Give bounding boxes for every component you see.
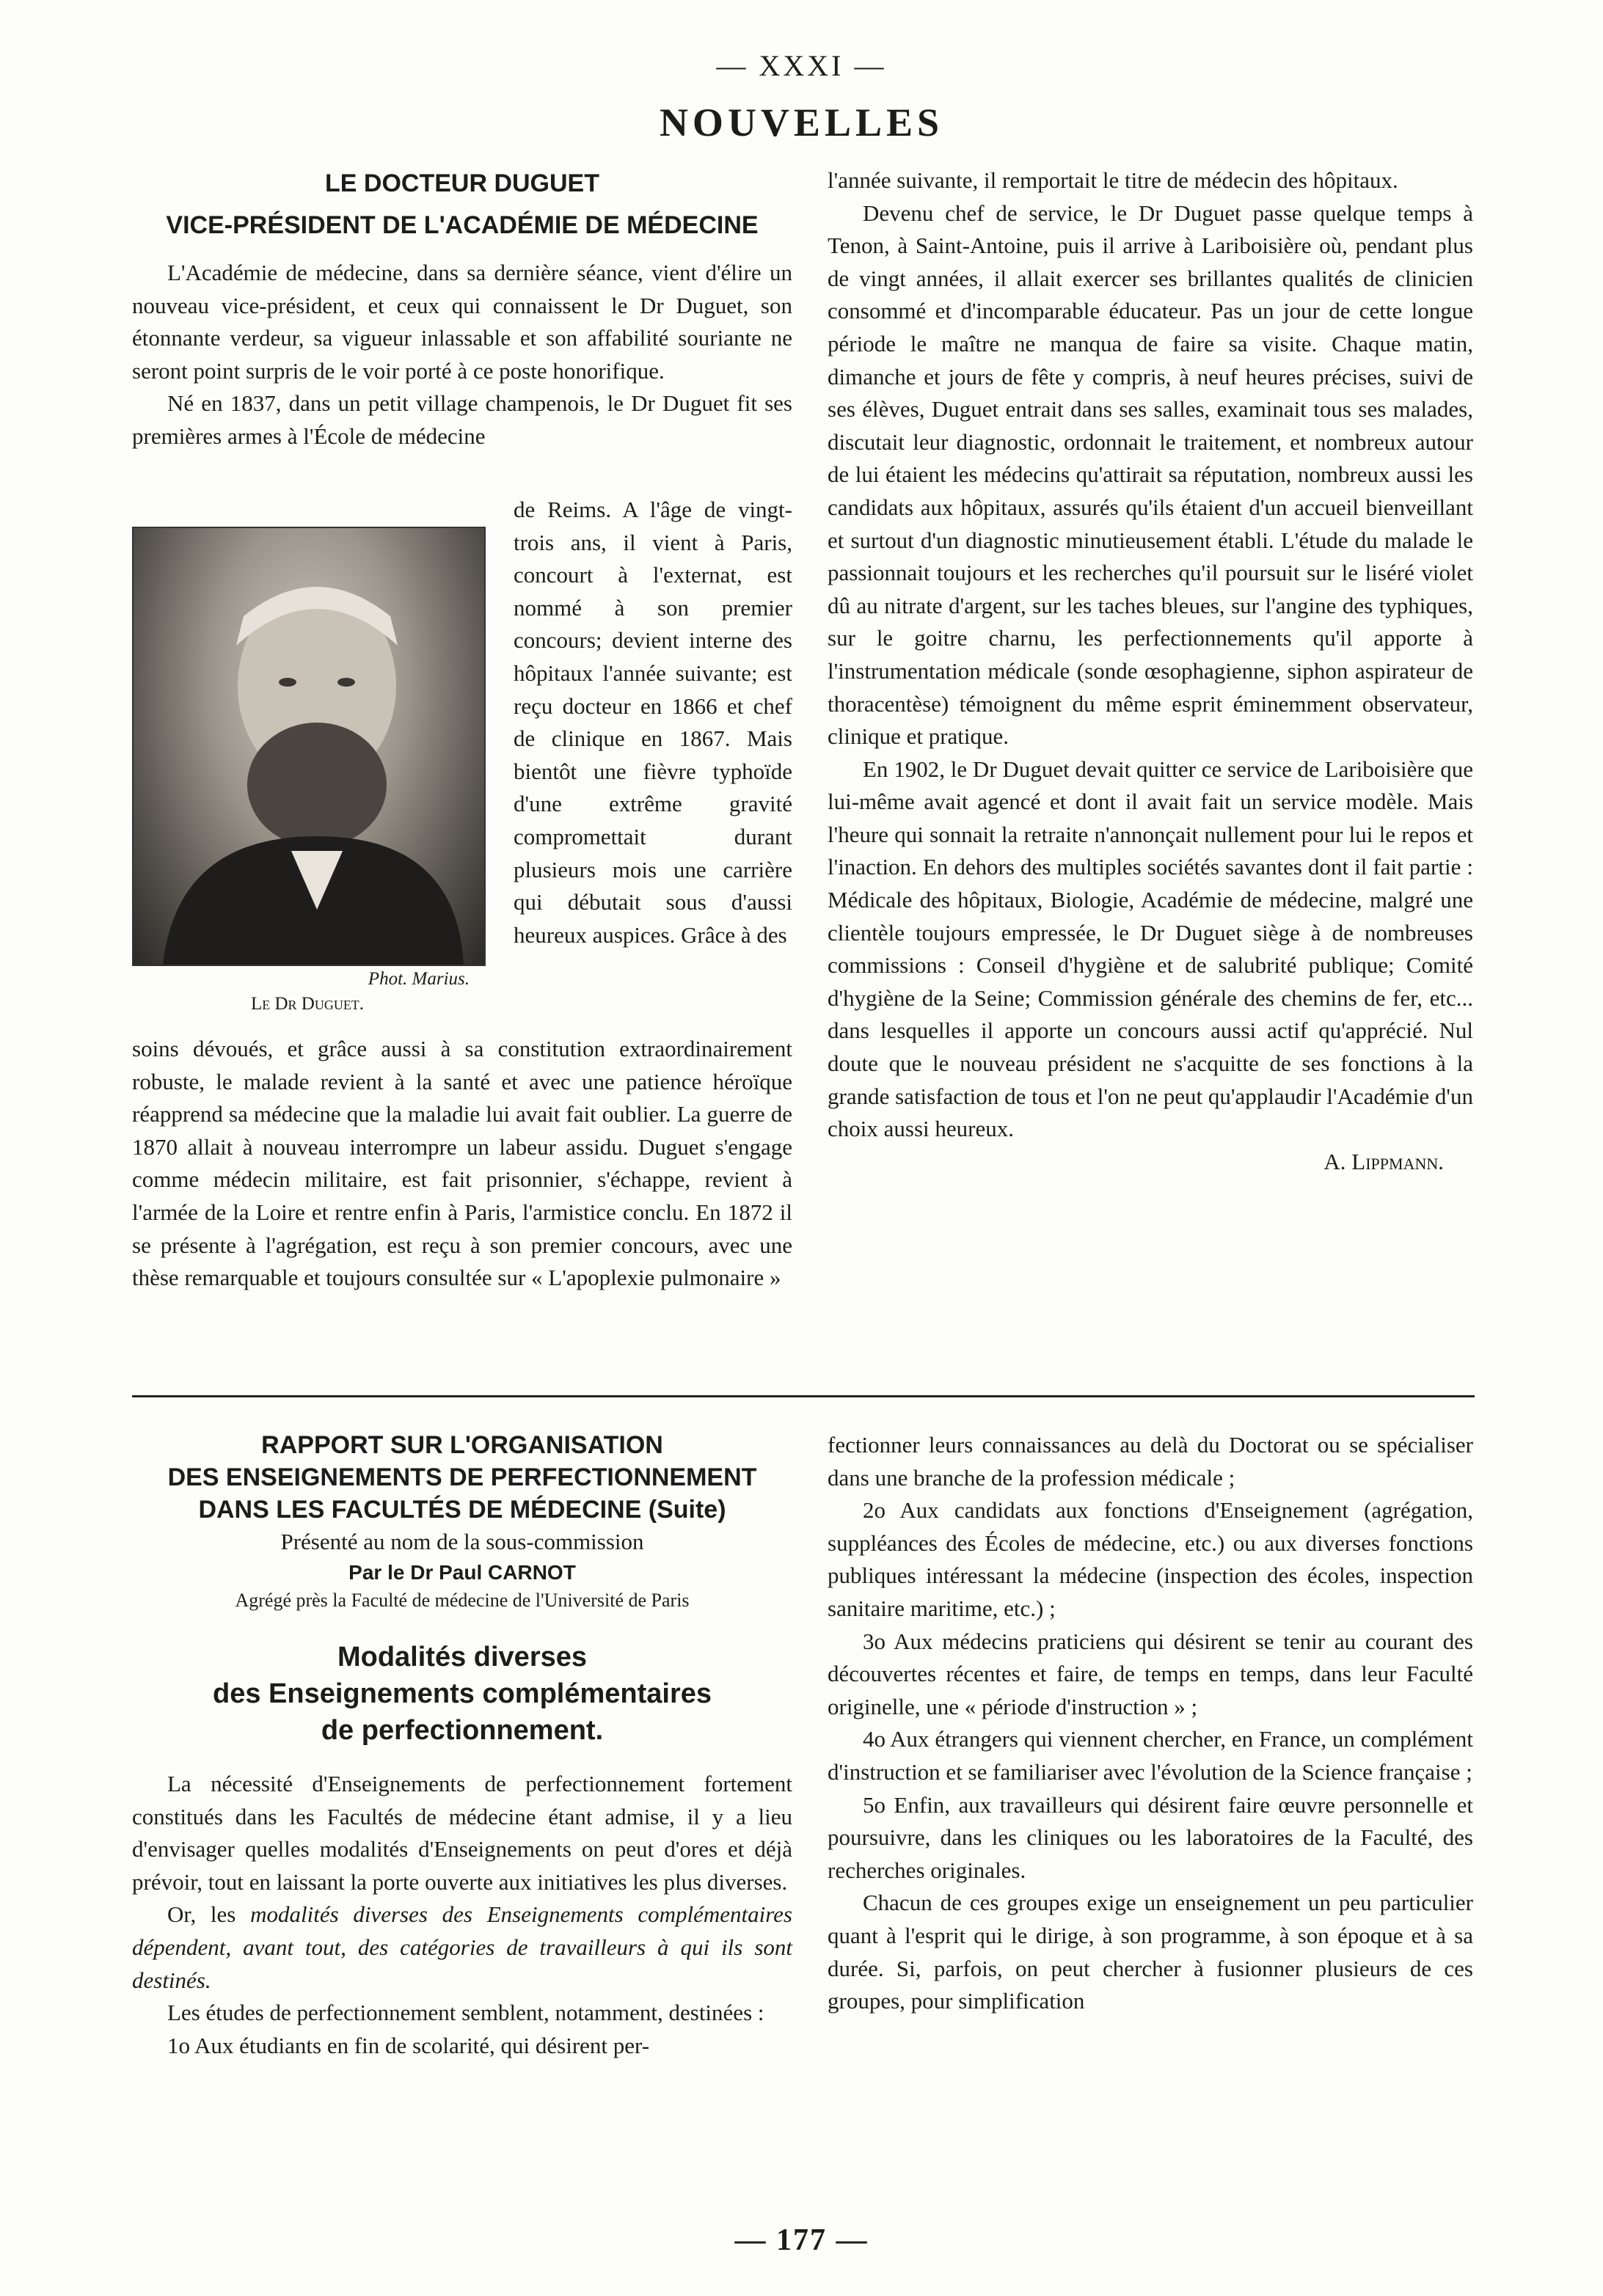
article1-title-line2: VICE-PRÉSIDENT DE L'ACADÉMIE DE MÉDECINE	[166, 211, 759, 239]
article2-right-column	[828, 1429, 1473, 2018]
portrait-photo	[132, 527, 486, 966]
article2-presented: Présenté au nom de la sous-commission	[280, 1529, 644, 1554]
article2-para2-lead: Or, les	[167, 1901, 236, 1928]
article2-heading	[132, 1639, 792, 1749]
article1-title	[132, 163, 792, 246]
article2-title-line1: RAPPORT SUR L'ORGANISATION	[261, 1431, 663, 1459]
article1-right-column	[828, 164, 1473, 1178]
photo-credit: Phot. Marius.	[368, 969, 470, 989]
page-number: — 177 —	[734, 2223, 869, 2257]
article2-author: Par le Dr Paul CARNOT	[348, 1561, 576, 1584]
article1-signature: A. Lippmann.	[1323, 1148, 1444, 1174]
article2-para3: Les études de perfectionnement semblent, notamment, destinées :	[167, 2000, 764, 2026]
article2-title-line3: DANS LES FACULTÉS DE MÉDECINE (Suite)	[198, 1496, 726, 1524]
article1-right-para1: Devenu chef de service, le Dr Duguet passe quelque temps à Tenon, à Saint-Antoine, puis il arrive à Lariboisière où, pendant plus de vingt années, il allait exercer ses brillantes qualités de clinicien consommé et d'incomparable éducateur. Pas un jour de cette longue période le maître ne manqua de faire sa visite. Chaque matin, dimanche et jours de fête y compris, à neuf heures précises, suivi de ses élèves, Duguet entrait dans ses salles, examinait tous ses malades, discutait leur diagnostic, ordonnait le traitement, et nombreux autour de lui étaient les médecins qu'attirait sa réputation, nombreux aussi les candidats aux hôpitaux, assurés qu'ils étaient d'un accueil bienveillant et surtout d'un diagnostic minutieusement établi. L'étude du malade le passionnait toujours et les recherches qu'il poursuit sur le liséré violet dû au nitrate d'argent, sur les taches bleues, sur l'angine des typhiques, sur le goitre charnu, les perfectionnements qu'il apporte à l'instrumentation médicale (sonde œsophagienne, siphon aspirateur de thoracentèse) témoignent du même esprit éminemment observateur, clinique et pratique.	[828, 200, 1473, 750]
article2-title-line2: DES ENSEIGNEMENTS DE PERFECTIONNEMENT	[167, 1463, 757, 1491]
article1-right-para2: En 1902, le Dr Duguet devait quitter ce service de Lariboisière que lui-même avait agencé et dont il avait fait un service modèle. Mais l'heure qui sonnait la retraite n'annonçait nullement pour lui le repos et l'inaction. En dehors des multiples sociétés savantes dont il fait partie : Médicale des hôpitaux, Biologie, Académie de médecine, malgré une clientèle toujours empressée, le Dr Duguet siège à de nombreuses commissions : Conseil d'hygiène et de salubrité publique; Comité d'hygiène de la Seine; Commission générale des chemins de fer, etc... dans lesquelles il apporte un concours aussi actif qu'apprécié. Nul doute que le nouveau président ne s'acquitte de ses fonctions à la grande satisfaction de tous et l'on ne peut qu'applaudir l'Académie d'un choix aussi heureux.	[828, 756, 1473, 1142]
article1-para1: L'Académie de médecine, dans sa dernière séance, vient d'élire un nouveau vice-président, et ceux qui connaissent le Dr Duguet, son étonnante verdeur, sa vigueur inlassable et son affabilité souriante ne seront point surpris de le voir porté à ce poste honorifique.	[132, 260, 792, 384]
article1-wrap-text: de Reims. A l'âge de vingt-trois ans, il vient à Paris, concourt à l'externat, est nommé à son premier concours; devient interne des hôpitaux l'année suivante; est reçu docteur en 1866 et chef de clinique en 1867. Mais bientôt une fièvre typhoïde d'une extrême gravité compromettait durant plusieurs mois une carrière qui débutait sous d'aussi heureux auspices. Grâce à des	[514, 497, 792, 948]
article1-para2-end: soins dévoués, et grâce aussi à sa constitution extraordinairement robuste, le malade revient à la santé et avec une patience héroïque réapprend sa médecine que la maladie lui avait fait oublier. La guerre de 1870 allait à nouveau interrompre un labeur assidu. Duguet s'engage comme médecin militaire, est fait prisonnier, s'échappe, revient à l'armée de la Loire et rentre enfin à Paris, l'armistice conclu. En 1872 il se présente à l'agrégation, est reçu à son premier concours, avec une thèse remarquable et toujours consultée sur « L'apoplexie pulmonaire »	[132, 1036, 792, 1291]
section-heading: NOUVELLES	[659, 100, 944, 145]
article2-right-para5: Chacun de ces groupes exige un enseignement un peu particulier quant à l'esprit qui le dirige, à son programme, à son époque et à sa durée. Si, parfois, on peut chercher à fusionner plusieurs de ces groupes, pour simplification	[828, 1890, 1473, 2014]
article2-right-para3: 4o Aux étrangers qui viennent chercher, en France, un complément d'instruction et se familiariser avec l'évolution de la Science française ;	[828, 1726, 1473, 1785]
article-divider	[132, 1395, 1475, 1397]
article2-para2-italic: modalités diverses des Enseignements complémentaires dépendent, avant tout, des catégories de travailleurs à qui ils sont destinés.	[132, 1901, 792, 1993]
article2-right-para2: 3o Aux médecins praticiens qui désirent se tenir au courant des découvertes récentes et faire, de temps en temps, dans leur Faculté originelle, une « période d'instruction » ;	[828, 1628, 1473, 1719]
article1-title-line1: LE DOCTEUR DUGUET	[325, 169, 599, 197]
article2-title	[132, 1429, 792, 1526]
article2-left-column	[132, 1429, 792, 2062]
article1-left-column	[132, 257, 792, 453]
article2-heading-line3: de perfectionnement.	[321, 1715, 604, 1746]
article1-right-para0: l'année suivante, il remportait le titre de médecin des hôpitaux.	[828, 167, 1398, 193]
article2-right-para4: 5o Enfin, aux travailleurs qui désirent faire œuvre personnelle et poursuivre, dans les cliniques ou les laboratoires de la Faculté, des recherches originales.	[828, 1791, 1473, 1883]
article2-right-para1: 2o Aux candidats aux fonctions d'Enseignement (agrégation, suppléances des Écoles de médecine, etc.) ou aux diverses fonctions publiques intéressant la médecine (inspection des écoles, inspection sanitaire maritime, etc.) ;	[828, 1497, 1473, 1621]
article1-para2-start: Né en 1837, dans un petit village champenois, le Dr Duguet fit ses premières armes à l'École de médecine	[132, 390, 792, 449]
article2-para4: 1o Aux étudiants en fin de scolarité, qui désirent per-	[167, 2032, 650, 2058]
article2-heading-line1: Modalités diverses	[337, 1642, 588, 1672]
article2-affiliation: Agrégé près la Faculté de médecine de l'Université de Paris	[235, 1590, 690, 1611]
article2-heading-line2: des Enseignements complémentaires	[212, 1678, 712, 1709]
portrait-drawing	[134, 528, 484, 965]
article2-para1: La nécessité d'Enseignements de perfectionnement fortement constitués dans les Facultés de médecine étant admise, il y a lieu d'envisager quelles modalités d'Enseignements on peut d'ores et déjà prévoir, tout en laissant la porte ouverte aux initiatives les plus diverses.	[132, 1771, 792, 1895]
article2-right-para0: fectionner leurs connaissances au delà du Doctorat ou se spécialiser dans une branche de la profession médicale ;	[828, 1432, 1473, 1491]
article2-para2	[132, 1898, 792, 1997]
photo-caption-block	[132, 967, 483, 1017]
photo-caption: Le Dr Duguet.	[250, 994, 365, 1014]
roman-page-number: — XXXI —	[716, 49, 887, 82]
article2-left-body	[132, 1768, 792, 2062]
